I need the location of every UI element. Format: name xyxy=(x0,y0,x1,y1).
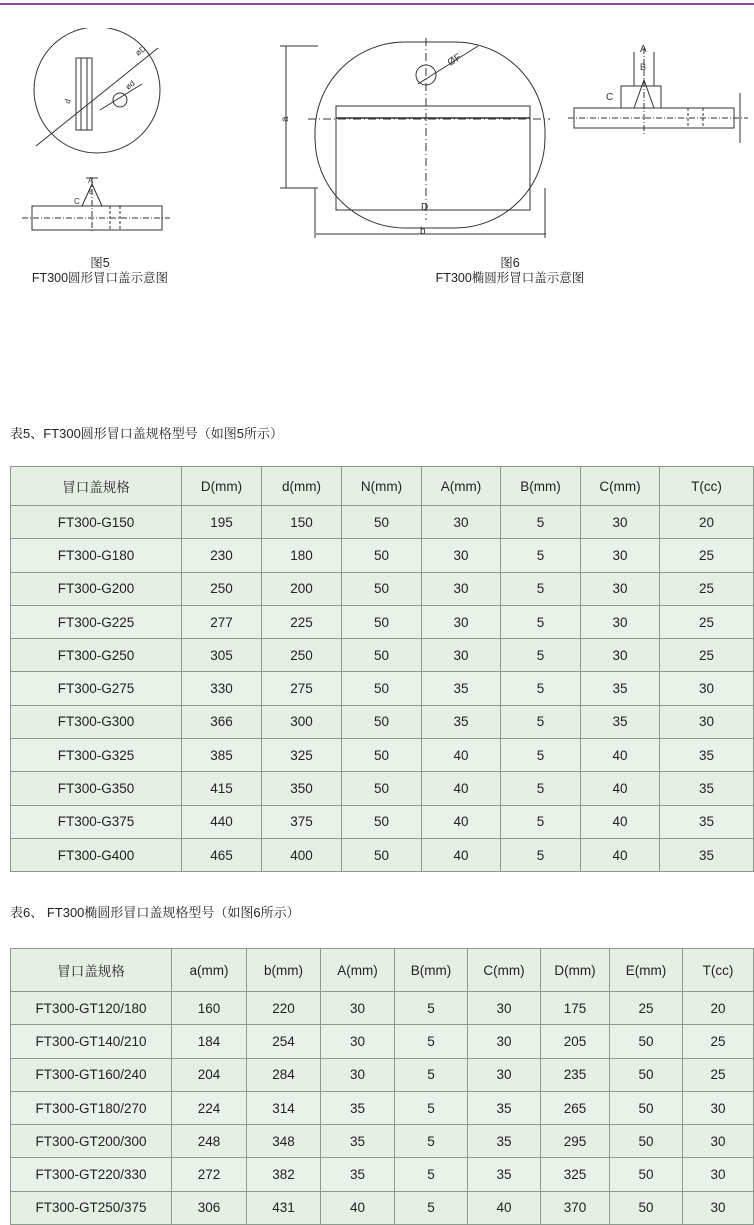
value-cell: 325 xyxy=(262,739,342,772)
value-cell: 50 xyxy=(342,705,422,738)
value-cell: 250 xyxy=(182,572,262,605)
table-row xyxy=(11,506,754,539)
value-cell: 5 xyxy=(501,838,581,871)
value-cell: 50 xyxy=(342,539,422,572)
value-cell: 400 xyxy=(262,838,342,871)
value-cell: 265 xyxy=(541,1091,610,1124)
model-cell: FT300-GT250/375 xyxy=(11,1191,172,1224)
value-cell: 248 xyxy=(172,1125,247,1158)
value-cell: 30 xyxy=(581,572,660,605)
value-cell: 284 xyxy=(247,1058,321,1091)
fig6-side-label-c: C xyxy=(606,92,614,103)
table-row xyxy=(11,1125,754,1158)
value-cell: 180 xyxy=(262,539,342,572)
value-cell: 5 xyxy=(501,605,581,638)
model-cell: FT300-G400 xyxy=(11,838,182,871)
value-cell: 30 xyxy=(321,992,395,1025)
value-cell: 235 xyxy=(541,1058,610,1091)
column-header: C(mm) xyxy=(581,467,660,506)
value-cell: 20 xyxy=(683,992,754,1025)
value-cell: 348 xyxy=(247,1125,321,1158)
fig5-drawing xyxy=(20,28,180,243)
value-cell: 40 xyxy=(468,1191,541,1224)
column-header: A(mm) xyxy=(422,467,501,506)
value-cell: 5 xyxy=(395,1091,468,1124)
value-cell: 40 xyxy=(581,838,660,871)
fig5-caption: FT300圆形冒口盖示意图 xyxy=(31,271,169,285)
fig6-caption: FT300椭圆形冒口盖示意图 xyxy=(435,271,585,285)
column-header: d(mm) xyxy=(262,467,342,506)
table5 xyxy=(10,466,754,872)
value-cell: 35 xyxy=(321,1091,395,1124)
value-cell: 382 xyxy=(247,1158,321,1191)
value-cell: 5 xyxy=(395,1025,468,1058)
value-cell: 314 xyxy=(247,1091,321,1124)
value-cell: 35 xyxy=(581,705,660,738)
value-cell: 30 xyxy=(683,1125,754,1158)
value-cell: 200 xyxy=(262,572,342,605)
value-cell: 5 xyxy=(501,572,581,605)
model-cell: FT300-GT180/270 xyxy=(11,1091,172,1124)
value-cell: 35 xyxy=(422,705,501,738)
value-cell: 50 xyxy=(342,639,422,672)
value-cell: 40 xyxy=(321,1191,395,1224)
model-cell: FT300-GT200/300 xyxy=(11,1125,172,1158)
value-cell: 40 xyxy=(581,739,660,772)
value-cell: 254 xyxy=(247,1025,321,1058)
model-cell: FT300-G180 xyxy=(11,539,182,572)
value-cell: 30 xyxy=(683,1158,754,1191)
value-cell: 385 xyxy=(182,739,262,772)
value-cell: 5 xyxy=(501,739,581,772)
value-cell: 5 xyxy=(501,705,581,738)
value-cell: 35 xyxy=(422,672,501,705)
value-cell: 204 xyxy=(172,1058,247,1091)
value-cell: 50 xyxy=(610,1191,683,1224)
value-cell: 370 xyxy=(541,1191,610,1224)
value-cell: 40 xyxy=(422,772,501,805)
column-header: T(cc) xyxy=(683,949,754,992)
table-row xyxy=(11,639,754,672)
value-cell: 277 xyxy=(182,605,262,638)
value-cell: 20 xyxy=(660,506,754,539)
table-row xyxy=(11,1025,754,1058)
value-cell: 330 xyxy=(182,672,262,705)
model-cell: FT300-G325 xyxy=(11,739,182,772)
value-cell: 30 xyxy=(660,672,754,705)
fig6-label-b: b xyxy=(420,226,426,237)
value-cell: 30 xyxy=(660,705,754,738)
value-cell: 50 xyxy=(342,672,422,705)
fig5-caption-block xyxy=(5,256,195,286)
fig6-label-a: a xyxy=(280,116,291,122)
fig6-side-label-b: B xyxy=(640,62,647,72)
model-cell: FT300-GT120/180 xyxy=(11,992,172,1025)
table-row xyxy=(11,572,754,605)
value-cell: 5 xyxy=(395,1191,468,1224)
value-cell: 30 xyxy=(683,1191,754,1224)
fig5-vent-bar xyxy=(76,58,92,130)
column-header: a(mm) xyxy=(172,949,247,992)
value-cell: 25 xyxy=(660,539,754,572)
fig6-caption-block xyxy=(400,256,620,286)
value-cell: 225 xyxy=(262,605,342,638)
value-cell: 5 xyxy=(395,1058,468,1091)
value-cell: 25 xyxy=(660,639,754,672)
column-header: D(mm) xyxy=(541,949,610,992)
column-header: 冒口盖规格 xyxy=(11,949,172,992)
model-cell: FT300-G250 xyxy=(11,639,182,672)
fig5-label-d: d xyxy=(63,98,73,105)
model-cell: FT300-GT160/240 xyxy=(11,1058,172,1091)
table6 xyxy=(10,948,754,1225)
value-cell: 30 xyxy=(321,1058,395,1091)
column-header: D(mm) xyxy=(182,467,262,506)
value-cell: 295 xyxy=(541,1125,610,1158)
model-cell: FT300-G300 xyxy=(11,705,182,738)
value-cell: 30 xyxy=(468,992,541,1025)
column-header: N(mm) xyxy=(342,467,422,506)
value-cell: 50 xyxy=(610,1025,683,1058)
value-cell: 40 xyxy=(581,772,660,805)
value-cell: 50 xyxy=(342,739,422,772)
fig5-number: 图5 xyxy=(90,256,110,270)
fig6-drawing xyxy=(278,38,748,243)
model-cell: FT300-GT220/330 xyxy=(11,1158,172,1191)
value-cell: 35 xyxy=(581,672,660,705)
table-row xyxy=(11,672,754,705)
value-cell: 50 xyxy=(342,805,422,838)
column-header: C(mm) xyxy=(468,949,541,992)
value-cell: 35 xyxy=(468,1125,541,1158)
model-cell: FT300-G200 xyxy=(11,572,182,605)
value-cell: 30 xyxy=(422,639,501,672)
column-header: A(mm) xyxy=(321,949,395,992)
value-cell: 5 xyxy=(501,672,581,705)
value-cell: 250 xyxy=(262,639,342,672)
table-row xyxy=(11,605,754,638)
value-cell: 366 xyxy=(182,705,262,738)
value-cell: 30 xyxy=(321,1025,395,1058)
fig5-label-d-inner: ød xyxy=(123,78,137,92)
fig5-label-a: A xyxy=(88,176,94,185)
column-header: B(mm) xyxy=(395,949,468,992)
value-cell: 175 xyxy=(541,992,610,1025)
model-cell: FT300-G275 xyxy=(11,672,182,705)
table-row xyxy=(11,1158,754,1191)
value-cell: 440 xyxy=(182,805,262,838)
table-row xyxy=(11,705,754,738)
value-cell: 30 xyxy=(683,1091,754,1124)
model-cell: FT300-GT140/210 xyxy=(11,1025,172,1058)
table5-header-row xyxy=(11,467,754,506)
value-cell: 50 xyxy=(342,572,422,605)
model-cell: FT300-G350 xyxy=(11,772,182,805)
value-cell: 431 xyxy=(247,1191,321,1224)
value-cell: 40 xyxy=(422,838,501,871)
value-cell: 305 xyxy=(182,639,262,672)
value-cell: 30 xyxy=(468,1025,541,1058)
value-cell: 160 xyxy=(172,992,247,1025)
value-cell: 50 xyxy=(342,772,422,805)
value-cell: 5 xyxy=(501,506,581,539)
value-cell: 5 xyxy=(501,805,581,838)
fig6-number: 图6 xyxy=(500,256,520,270)
value-cell: 35 xyxy=(660,772,754,805)
table5-title: 表5、FT300圆形冒口盖规格型号（如图5所示） xyxy=(10,426,284,441)
value-cell: 375 xyxy=(262,805,342,838)
value-cell: 50 xyxy=(610,1058,683,1091)
fig6-label-d: D xyxy=(421,202,429,213)
value-cell: 306 xyxy=(172,1191,247,1224)
table-row xyxy=(11,805,754,838)
table-row xyxy=(11,1091,754,1124)
table6-title: 表6、 FT300椭圆形冒口盖规格型号（如图6所示） xyxy=(10,905,300,920)
value-cell: 35 xyxy=(468,1091,541,1124)
value-cell: 30 xyxy=(422,605,501,638)
value-cell: 150 xyxy=(262,506,342,539)
value-cell: 25 xyxy=(610,992,683,1025)
column-header: b(mm) xyxy=(247,949,321,992)
fig5-diameter-line xyxy=(36,48,158,146)
value-cell: 50 xyxy=(610,1125,683,1158)
top-divider-line xyxy=(0,3,754,5)
value-cell: 35 xyxy=(468,1158,541,1191)
value-cell: 224 xyxy=(172,1091,247,1124)
value-cell: 40 xyxy=(581,805,660,838)
value-cell: 30 xyxy=(422,506,501,539)
value-cell: 5 xyxy=(501,772,581,805)
table-row xyxy=(11,1058,754,1091)
value-cell: 35 xyxy=(321,1125,395,1158)
table-row xyxy=(11,992,754,1025)
value-cell: 30 xyxy=(581,639,660,672)
value-cell: 35 xyxy=(660,805,754,838)
value-cell: 50 xyxy=(342,838,422,871)
value-cell: 415 xyxy=(182,772,262,805)
value-cell: 35 xyxy=(321,1158,395,1191)
value-cell: 50 xyxy=(342,605,422,638)
value-cell: 184 xyxy=(172,1025,247,1058)
value-cell: 50 xyxy=(610,1091,683,1124)
table6-header-row xyxy=(11,949,754,992)
column-header: E(mm) xyxy=(610,949,683,992)
value-cell: 230 xyxy=(182,539,262,572)
table-row xyxy=(11,739,754,772)
value-cell: 325 xyxy=(541,1158,610,1191)
table-row xyxy=(11,539,754,572)
value-cell: 50 xyxy=(342,506,422,539)
value-cell: 30 xyxy=(468,1058,541,1091)
value-cell: 50 xyxy=(610,1158,683,1191)
value-cell: 25 xyxy=(660,605,754,638)
fig6-oval xyxy=(315,42,545,228)
model-cell: FT300-G150 xyxy=(11,506,182,539)
value-cell: 5 xyxy=(395,1125,468,1158)
value-cell: 220 xyxy=(247,992,321,1025)
value-cell: 5 xyxy=(501,639,581,672)
fig5-label-b: B xyxy=(89,190,94,196)
value-cell: 205 xyxy=(541,1025,610,1058)
fig5-label-c: C xyxy=(74,197,80,206)
fig5-label-d-outer: øD xyxy=(133,43,148,58)
value-cell: 40 xyxy=(422,805,501,838)
fig6-vent-block xyxy=(336,106,530,210)
value-cell: 272 xyxy=(172,1158,247,1191)
value-cell: 30 xyxy=(422,572,501,605)
value-cell: 30 xyxy=(581,539,660,572)
value-cell: 30 xyxy=(422,539,501,572)
value-cell: 30 xyxy=(581,506,660,539)
fig6-label-phi-f: ØF xyxy=(445,51,464,69)
value-cell: 30 xyxy=(581,605,660,638)
table-row xyxy=(11,772,754,805)
value-cell: 5 xyxy=(501,539,581,572)
value-cell: 25 xyxy=(660,572,754,605)
value-cell: 40 xyxy=(422,739,501,772)
table-row xyxy=(11,1191,754,1224)
value-cell: 25 xyxy=(683,1025,754,1058)
model-cell: FT300-G375 xyxy=(11,805,182,838)
column-header: 冒口盖规格 xyxy=(11,467,182,506)
value-cell: 35 xyxy=(660,838,754,871)
column-header: T(cc) xyxy=(660,467,754,506)
value-cell: 465 xyxy=(182,838,262,871)
value-cell: 195 xyxy=(182,506,262,539)
value-cell: 5 xyxy=(395,992,468,1025)
value-cell: 35 xyxy=(660,739,754,772)
value-cell: 350 xyxy=(262,772,342,805)
value-cell: 275 xyxy=(262,672,342,705)
model-cell: FT300-G225 xyxy=(11,605,182,638)
fig6-side-label-a: A xyxy=(640,44,647,55)
value-cell: 5 xyxy=(395,1158,468,1191)
value-cell: 300 xyxy=(262,705,342,738)
column-header: B(mm) xyxy=(501,467,581,506)
value-cell: 25 xyxy=(683,1058,754,1091)
table-row xyxy=(11,838,754,871)
